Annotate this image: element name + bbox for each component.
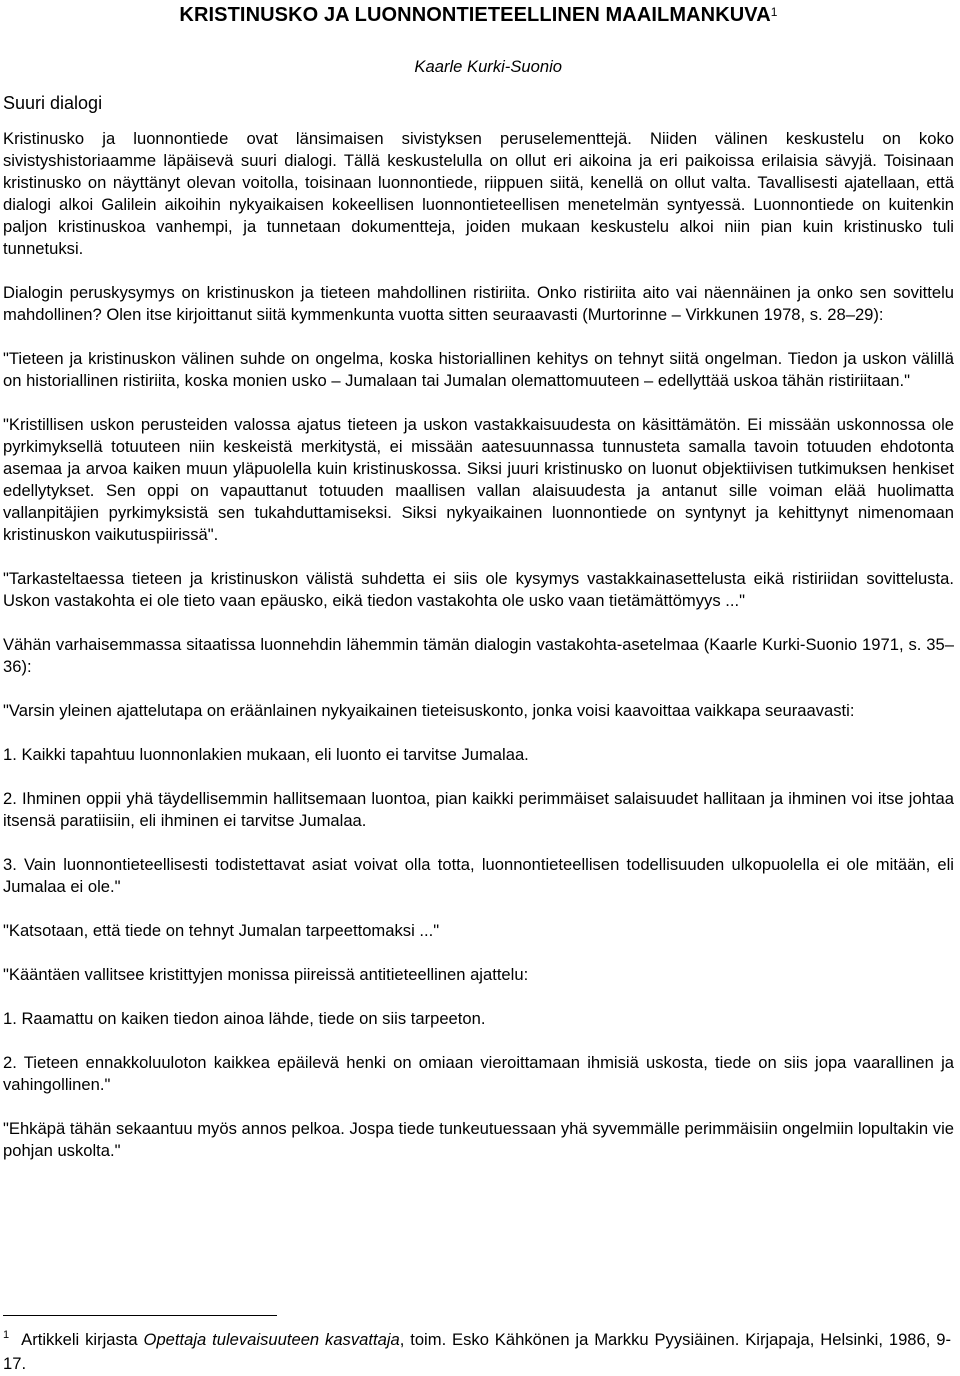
footnote <box>3 1328 951 1376</box>
quote-paragraph: "Varsin yleinen ajattelutapa on eräänlainen nykyaikainen tieteisuskonto, jonka voisi kaavoittaa vaikkapa seuraavasti: <box>3 701 855 720</box>
footnote-book-title: Opettaja tulevaisuuteen kasvattaja <box>143 1330 400 1349</box>
footnote-prefix: Artikkeli kirjasta <box>21 1330 144 1349</box>
list-item: 1. Raamattu on kaiken tiedon ainoa lähde, tiede on siis tarpeeton. <box>3 1009 486 1028</box>
quote-paragraph: "Katsotaan, että tiede on tehnyt Jumalan tarpeettomaksi ..." <box>3 921 440 940</box>
footnote-divider <box>3 1315 277 1316</box>
list-item: 2. Tieteen ennakkoluuloton kaikkea epäilevä henki on omiaan vieroittamaan ihmisiä uskosta, tiede on siis jopa vaarallinen ja vahingollinen." <box>3 1053 954 1094</box>
quote-paragraph: "Kristillisen uskon perusteiden valossa ajatus tieteen ja uskon vastakkaisuudesta on käsittämätön. Ei missään uskonnossa ole pyrkimyksellä totuuteen niin keskeistä merkitystä, ei missään aatesuunnassa tunnusteta samalla tavoin totuuden ehdotonta asemaa ja arvoa kaiken muun yläpuolella kuin kristinuskossa. Siksi juuri kristinusko on luonut objektiivisen tutkimuksen henkiset edellytykset. Sen oppi on vapauttanut totuuden maallisen vallan alaisuudesta ja antanut sille voiman elää huolimatta vallanpitäjien pyrkimyksistä sen tukahduttamiseksi. Siksi nykyaikainen luonnontiede on syntynyt ja kehittynyt nimenomaan kristinuskon vaikutuspiirissä". <box>3 415 954 544</box>
quote-paragraph: "Ehkäpä tähän sekaantuu myös annos pelkoa. Jospa tiede tunkeutuessaan yhä syvemmälle perimmäisiin ongelmiin lopultakin vie pohjan uskolta." <box>3 1119 954 1160</box>
list-item: 3. Vain luonnontieteellisesti todistettavat asiat voivat olla totta, luonnontieteellisen todellisuuden ulkopuolella ei ole mitään, eli Jumalaa ei ole." <box>3 855 954 896</box>
footnote-marker: 1 <box>3 1329 10 1341</box>
list-item: 2. Ihminen oppii yhä täydellisemmin hallitsemaan luontoa, pian kaikki perimmäiset salaisuudet hallitaan ja ihminen voi itse johtaa itsensä paratiisiin, eli ihminen ei tarvitse Jumalaa. <box>3 789 954 830</box>
list-item: 1. Kaikki tapahtuu luonnonlakien mukaan, eli luonto ei tarvitse Jumalaa. <box>3 745 529 764</box>
quote-paragraph: "Tieteen ja kristinuskon välinen suhde on ongelma, koska historiallinen kehitys on tehnyt siitä ongelman. Tiedon ja uskon välillä on historiallinen ristiriita, koska monien usko – Jumalaan tai Jumalan olemattomuuteen – edellyttää uskoa tähän ristiriitaan." <box>3 349 954 390</box>
title-footnote-marker: 1 <box>770 5 778 19</box>
quote-paragraph: "Tarkasteltaessa tieteen ja kristinuskon välistä suhdetta ei siis ole kysymys vastakkainasettelusta eikä ristiriidan sovittelusta. Uskon vastakohta ei ole tieto vaan epäusko, eikä tiedon vastakohta ole usko vaan tietämättömyys ..." <box>3 569 954 610</box>
footnote-suffix: , toim. Esko Kähkönen ja Markku Pyysiäinen. Kirjapaja, Helsinki, 1986, 9-17. <box>3 1330 951 1373</box>
paragraph: Kristinusko ja luonnontiede ovat länsimaisen sivistyksen peruselementtejä. Niiden välinen keskustelu on koko sivistyshistoriaamme läpäisevä suuri dialogi. Tällä keskustelulla on ollut eri aikoina ja eri paikoissa erilaisia sävyjä. Toisinaan kristinusko on näyttänyt olevan voitolla, toisinaan luonnontiede, riippuen siitä, kenellä on ollut valta. Tavallisesti ajatellaan, että dialogi alkoi Galilein aikoihin nykyaikaisen kokeellisen luonnontieteellisen menetelmän syntyessä. Luonnontiede on kuitenkin paljon kristinuskoa vanhempi, ja tunnetaan dokumentteja, joiden mukaan keskustelu alkoi niin pian kuin kristinusko tuli tunnetuksi. <box>3 129 954 258</box>
paragraph: Vähän varhaisemmassa sitaatissa luonnehdin lähemmin tämän dialogin vastakohta-asetelmaa (Kaarle Kurki-Suonio 1971, s. 35–36): <box>3 635 954 676</box>
quote-paragraph: "Kääntäen vallitsee kristittyjen monissa piireissä antitieteellinen ajattelu: <box>3 965 529 984</box>
paragraph: Dialogin peruskysymys on kristinuskon ja tieteen mahdollinen ristiriita. Onko ristiriita aito vai näennäinen ja onko sen sovittelu mahdollinen? Olen itse kirjoittanut siitä kymmenkunta vuotta sitten seuraavasti (Murtorinne – Virkkunen 1978, s. 28–29): <box>3 283 954 324</box>
author-name: Kaarle Kurki-Suonio <box>414 57 562 76</box>
section-heading: Suuri dialogi <box>3 93 103 113</box>
document-title <box>3 0 954 28</box>
title-text: KRISTINUSKO JA LUONNONTIETEELLINEN MAAILMANKUVA <box>179 4 771 26</box>
